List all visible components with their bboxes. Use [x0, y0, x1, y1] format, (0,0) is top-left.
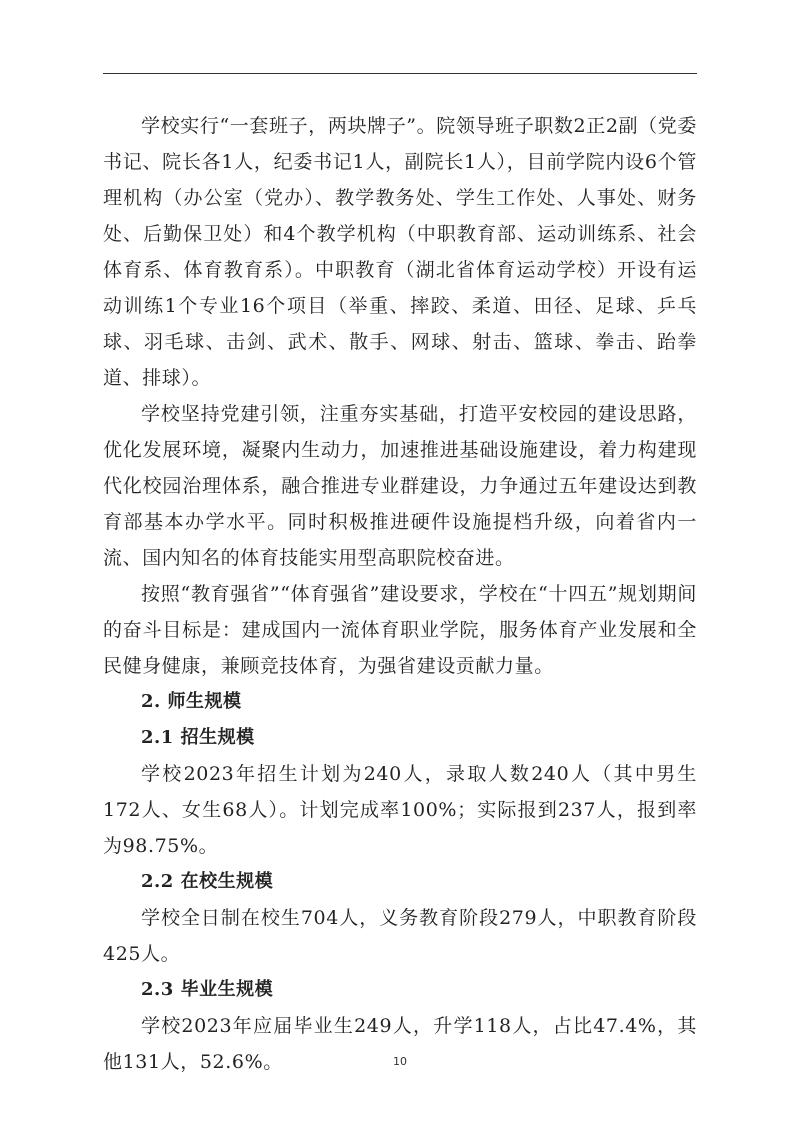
paragraph-goals: 按照“教育强省”“体育强省”建设要求，学校在“十四五”规划期间的奋斗目标是：建成国内一流体育职业学院，服务体育产业发展和全民健身健康，兼顾竞技体育，为强省建设贡献力量。: [103, 583, 697, 677]
paragraph-graduates: 学校2023年应届毕业生249人，升学118人，占比47.4%，其他131人，52.6%。: [103, 1015, 697, 1073]
paragraph-development: 学校坚持党建引领，注重夯实基础，打造平安校园的建设思路，优化发展环境，凝聚内生动力，加速推进基础设施建设，着力构建现代化校园治理体系，融合推进专业群建设，力争通过五年建设达到教育部基本办学水平。同时积极推进硬件设施提档升级，向着省内一流、国内知名的体育技能实用型高职院校奋进。: [103, 403, 697, 569]
paragraph-enrolled-students: 学校全日制在校生704人，义务教育阶段279人，中职教育阶段425人。: [103, 907, 697, 965]
header-rule: [103, 73, 697, 74]
heading-graduates: 2.3 毕业生规模: [141, 979, 274, 1000]
heading-enrollment-scale: 2.1 招生规模: [141, 727, 255, 748]
heading-teacher-student-scale: 2. 师生规模: [141, 691, 242, 712]
page-number: 10: [393, 1055, 407, 1068]
paragraph-leadership: 学校实行“一套班子，两块牌子”。院领导班子职数2正2副（党委书记、院长各1人，纪委书记1人，副院长1人），目前学院内设6个管理机构（办公室（党办）、教学教务处、学生工作处、人事处、财务处、后勤保卫处）和4个教学机构（中职教育部、运动训练系、社会体育系、体育教育系）。中职教育（湖北省体育运动学校）开设有运动训练1个专业16个项目（举重、摔跤、柔道、田径、足球、乒乓球、羽毛球、击剑、武术、散手、网球、射击、篮球、拳击、跆拳道、排球）。: [103, 115, 697, 389]
heading-enrolled-students: 2.2 在校生规模: [141, 871, 274, 892]
paragraph-enrollment: 学校2023年招生计划为240人，录取人数240人（其中男生172人、女生68人）。计划完成率100%；实际报到237人，报到率为98.75%。: [103, 763, 697, 857]
document-body: [103, 108, 697, 1080]
